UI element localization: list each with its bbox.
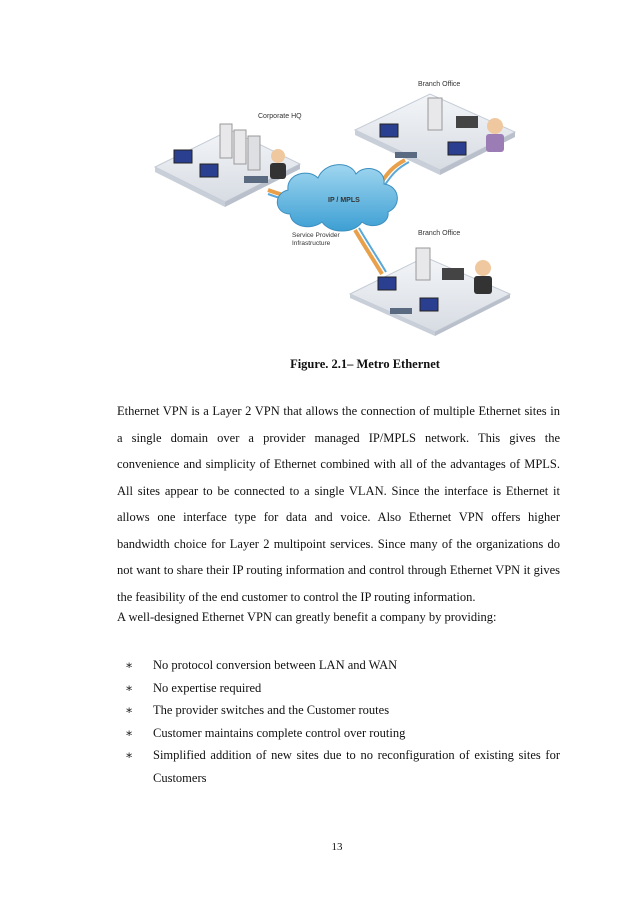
network-diagram — [150, 72, 530, 337]
page-number: 13 — [331, 841, 343, 853]
list-item: ∗ Customer maintains complete control over routing — [117, 722, 560, 745]
list-item: ∗ The provider switches and the Customer routes — [117, 699, 560, 722]
bullet-icon: ∗ — [125, 680, 134, 695]
bullet-icon: ∗ — [125, 725, 134, 740]
list-item: ∗ Simplified addition of new sites due to no reconfiguration of existing sites for Customers — [117, 744, 560, 789]
service-provider-label: Service Provider — [292, 232, 340, 239]
branch-office-bottom-label: Branch Office — [418, 230, 461, 237]
bullet-icon: ∗ — [125, 703, 134, 717]
corporate-hq-label: Corporate HQ — [258, 113, 302, 120]
infrastructure-label: Infrastructure — [292, 240, 331, 247]
bullet-icon: ∗ — [125, 658, 134, 672]
branch-office-top-label: Branch Office — [418, 81, 461, 88]
list-item: ∗ No protocol conversion between LAN and WAN — [117, 654, 560, 677]
figure-caption: Figure. 2.1– Metro Ethernet — [290, 357, 440, 371]
body-paragraph-1: Ethernet VPN is a Layer 2 VPN that allows the connection of multiple Ethernet sites in a single domain over a provider managed IP/MPLS network. This gives the convenience and simplicity of Ethernet combined with all of the advantages of MPLS. All sites appear to be connected to a single VLAN. Since the interface is Ethernet it allows one interface type for data and voice. Also Ethernet VPN offers higher bandwidth choice for Layer 2 multipoint services. Since many of the organizations do not want to share their IP routing information and control through Ethernet VPN it gives the feasibility of the end customer to control the IP routing information. — [117, 404, 560, 604]
ip-mpls-label: IP / MPLS — [328, 197, 360, 204]
body-paragraph-2: A well-designed Ethernet VPN can greatly benefit a company by providing: — [117, 610, 497, 624]
list-item: ∗ No expertise required — [117, 677, 560, 700]
bullet-icon: ∗ — [125, 748, 134, 762]
branch-office-bottom-site — [350, 230, 510, 336]
metro-ethernet-figure — [150, 72, 530, 337]
benefits-list — [117, 654, 560, 789]
branch-office-top-site — [355, 81, 515, 175]
ip-mpls-cloud — [277, 165, 397, 231]
